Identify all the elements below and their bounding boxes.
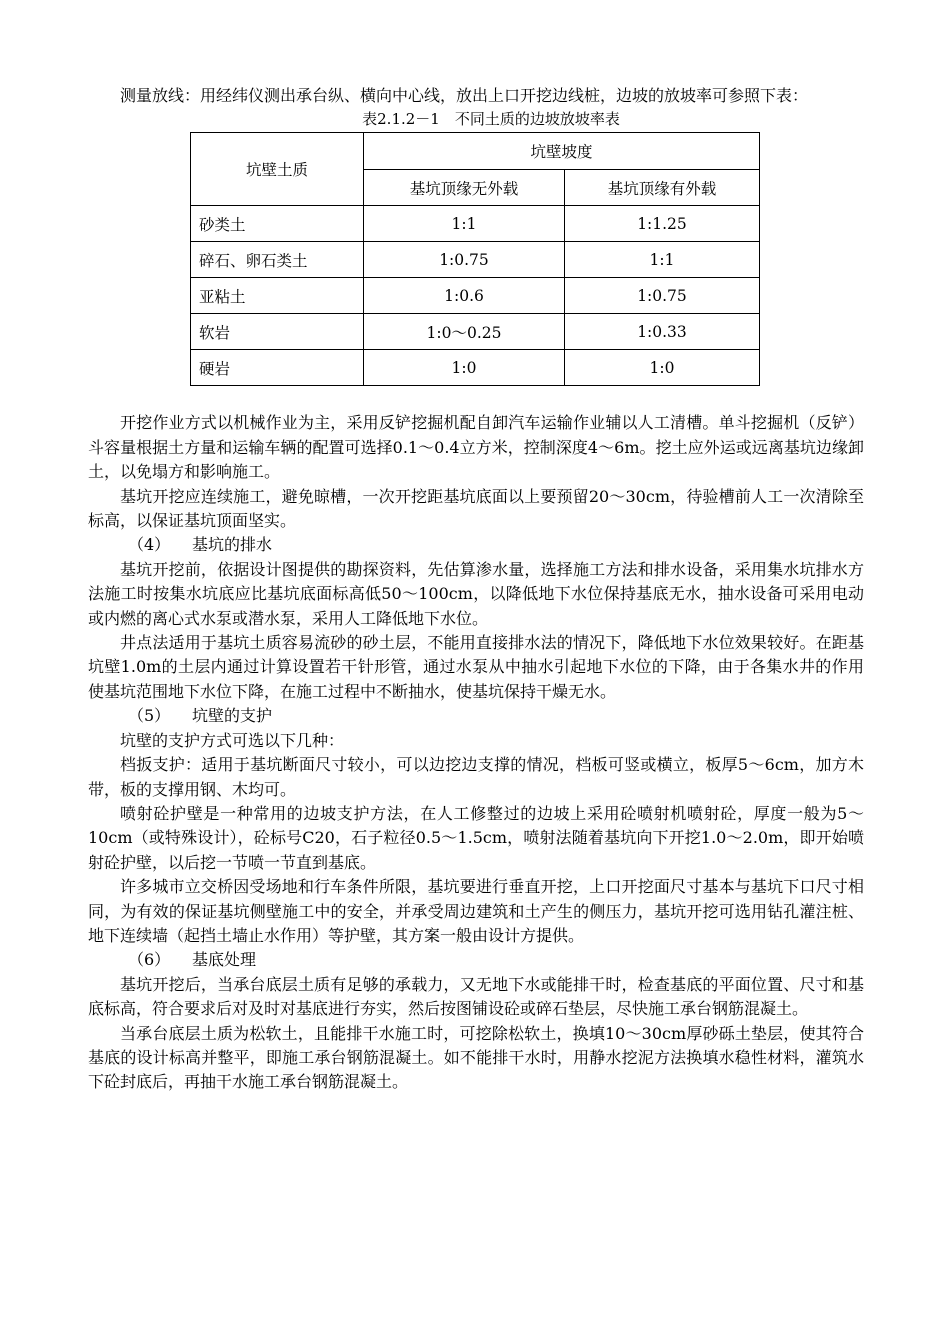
- cell-soil: 碎石、卵石类土: [191, 242, 364, 278]
- cell-soil: 砂类土: [191, 206, 364, 242]
- section-number: （5）: [128, 706, 171, 726]
- paragraph-excavation-2: 基坑开挖应连续施工，避免晾槽，一次开挖距基坑底面以上要预留20～30cm，待验槽前人工一次清除至标高，以保证基坑顶面坚实。: [88, 486, 864, 531]
- table-row: [191, 350, 760, 386]
- section-title: 基底处理: [192, 950, 257, 970]
- cell-no-load: 1:0: [364, 350, 565, 386]
- header-slope: 坑壁坡度: [364, 133, 760, 170]
- cell-no-load: 1:1: [364, 206, 565, 242]
- paragraph-support-1: 坑壁的支护方式可选以下几种：: [120, 730, 345, 750]
- header-soil: 坑壁土质: [191, 133, 364, 206]
- cell-with-load: 1:0: [565, 350, 760, 386]
- header-no-load: 基坑顶缘无外载: [364, 170, 565, 206]
- section-heading-drainage: [88, 533, 864, 557]
- section-title: 坑壁的支护: [192, 706, 273, 726]
- cell-with-load: 1:1.25: [565, 206, 760, 242]
- paragraph-survey: 测量放线：用经纬仪测出承台纵、横向中心线，放出上口开挖边线桩，边坡的放坡率可参照下表：: [120, 86, 809, 105]
- table-row: [191, 314, 760, 350]
- cell-no-load: 1:0.75: [364, 242, 565, 278]
- section-number: （4）: [128, 535, 171, 555]
- header-with-load: 基坑顶缘有外载: [565, 170, 760, 206]
- paragraph-drain-2: 井点法适用于基坑土质容易流砂的砂土层，不能用直接排水法的情况下，降低地下水位效果较好。在距基坑壁1.0m的土层内通过计算设置若干针形管，通过水泵从中抽水引起地下水位的下降，由于各集水井的作用使基坑范围地下水位下降，在施工过程中不断抽水，使基坑保持干燥无水。: [88, 633, 864, 701]
- paragraph-excavation-1: 开挖作业方式以机械作业为主，采用反铲挖掘机配自卸汽车运输作业辅以人工清槽。单斗挖掘机（反铲）斗容量根据土方量和运输车辆的配置可选择0.1～0.4立方米，控制深度4～6m。挖土应外运或远离基坑边缘卸土，以免塌方和影响施工。: [88, 413, 864, 482]
- cell-soil: 亚粘土: [191, 278, 364, 314]
- cell-no-load: 1:0.6: [364, 278, 565, 314]
- cell-soil: 软岩: [191, 314, 364, 350]
- cell-soil: 硬岩: [191, 350, 364, 386]
- paragraph-support-2: 档扳支护：适用于基坑断面尺寸较小，可以边挖边支撑的情况，档板可竖或横立，板厚5～6cm，加方木带，板的支撑用钢、木均可。: [88, 755, 864, 799]
- table-row: [191, 242, 760, 278]
- table-header-row: [191, 133, 760, 170]
- paragraph-support-3: 喷射砼护壁是一种常用的边坡支护方法，在人工修整过的边坡上采用砼喷射机喷射砼，厚度一般为5～10cm（或特殊设计），砼标号C20，石子粒径0.5～1.5cm，喷射法随着基坑向下开挖1.0～2.0m，即开始喷射砼护壁，以后挖一节喷一节直到基底。: [88, 803, 864, 872]
- section-number: （6）: [128, 950, 171, 970]
- cell-with-load: 1:0.75: [565, 278, 760, 314]
- slope-table: [190, 132, 760, 386]
- section-heading-support: [88, 704, 864, 728]
- cell-with-load: 1:1: [565, 242, 760, 278]
- section-title: 基坑的排水: [192, 535, 273, 555]
- cell-no-load: 1:0～0.25: [364, 314, 565, 350]
- section-heading-base: [88, 948, 864, 972]
- table-row: [191, 206, 760, 242]
- paragraph-base-1: 基坑开挖后，当承台底层土质有足够的承载力，又无地下水或能排干时，检查基底的平面位置、尺寸和基底标高，符合要求后对及时对基底进行夯实，然后按图铺设砼或碎石垫层，尽快施工承台钢筋混凝土。: [88, 974, 864, 1019]
- paragraph-drain-1: 基坑开挖前，依据设计图提供的勘探资料，先估算渗水量，选择施工方法和排水设备，采用集水坑排水方法施工时按集水坑底应比基坑底面标高低50～100cm，以降低地下水位保持基底无水，抽水设备可采用电动或内燃的离心式水泵或潜水泵，采用人工降低地下水位。: [88, 559, 864, 628]
- cell-with-load: 1:0.33: [565, 314, 760, 350]
- table-row: [191, 278, 760, 314]
- table-caption: 表2.1.2－1 不同土质的边坡放坡率表: [362, 110, 620, 129]
- paragraph-support-4: 许多城市立交桥因受场地和行车条件所限，基坑要进行垂直开挖，上口开挖面尺寸基本与基坑下口尺寸相同，为有效的保证基坑侧壁施工中的安全，并承受周边建筑和土产生的侧压力，基坑开挖可选用钻孔灌注桩、地下连续墙（起挡土墙止水作用）等护壁，其方案一般由设计方提供。: [88, 877, 864, 945]
- document-page: [88, 84, 864, 1095]
- paragraph-base-2: 当承台底层土质为松软土，且能排干水施工时，可挖除松软土，换填10～30cm厚砂砾土垫层，使其符合基底的设计标高并整平，即施工承台钢筋混凝土。如不能排干水时，用静水挖泥方法换填水稳性材料，灌筑水下砼封底后，再抽干水施工承台钢筋混凝土。: [88, 1023, 864, 1092]
